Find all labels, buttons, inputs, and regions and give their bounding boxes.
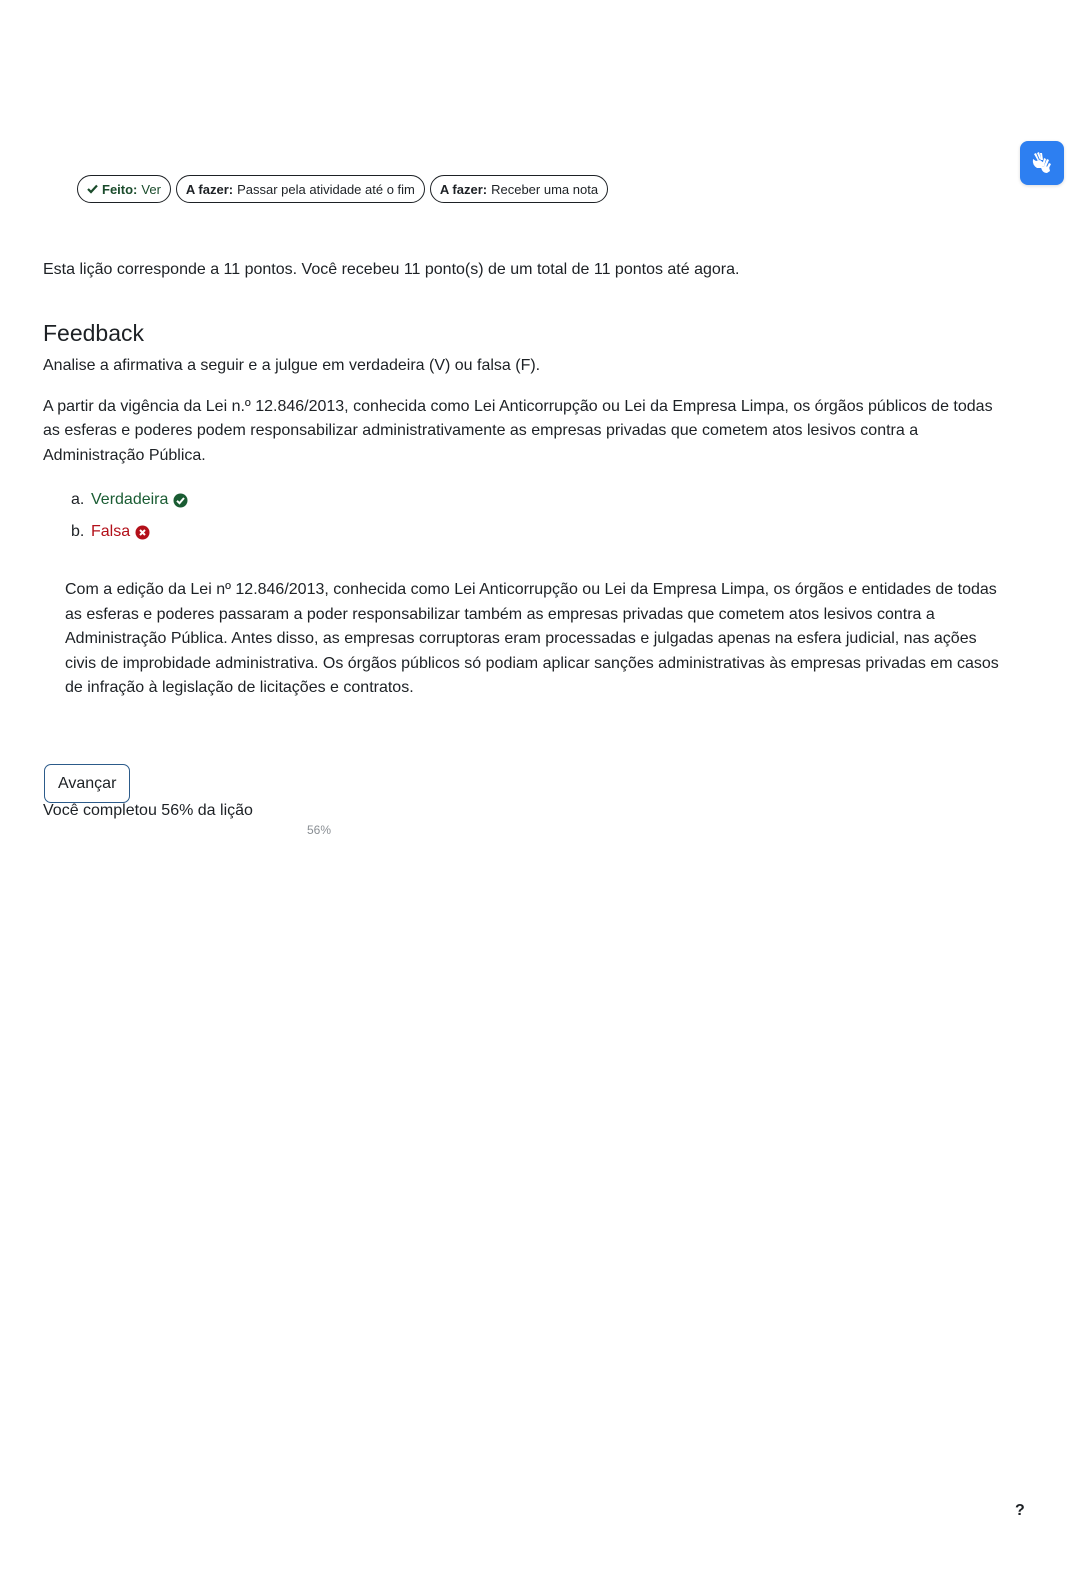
help-button[interactable]: ? [1015, 1502, 1025, 1519]
check-icon [87, 182, 98, 197]
sign-language-widget[interactable] [1020, 141, 1064, 185]
badge-done-view [77, 175, 171, 203]
sign-language-hands-icon [1028, 149, 1056, 177]
answer-explanation: Com a edição da Lei nº 12.846/2013, conhecida como Lei Anticorrupção ou Lei da Empresa Limpa, os órgãos e entidades de todas as esferas e poderes passaram a poder responsabilizar também as empresas privadas que cometem atos lesivos contra a Administração Pública. Antes disso, as empresas corruptoras eram processadas e julgadas apenas na esfera judicial, nas ações civis de improbidade administrativa. Os órgãos públicos só podiam aplicar sanções administrativas às empresas privadas em casos de infração à legislação de licitações e contratos. [65, 581, 999, 696]
lesson-content [43, 258, 1003, 701]
badge-status: A fazer: [439, 181, 488, 197]
answer-label-verdadeira: Verdadeira [91, 491, 169, 508]
badge-todo-receive-grade [430, 175, 608, 203]
answer-letter: b. [71, 523, 85, 540]
completion-badges [77, 175, 608, 203]
question-statement: A partir da vigência da Lei n.º 12.846/2013, conhecida como Lei Anticorrupção ou Lei da Empresa Limpa, os órgãos públicos de todas as esferas e poderes podem responsabilizar administrativamente as empresas privadas que cometem atos lesivos contra a Administração Pública. [43, 397, 993, 464]
points-summary: Esta lição corresponde a 11 pontos. Você recebeu 11 ponto(s) de um total de 11 pontos até agora. [43, 261, 740, 278]
answer-list [71, 488, 1003, 544]
advance-button[interactable]: Avançar [44, 764, 130, 803]
x-circle-icon [135, 525, 150, 540]
badge-text: Ver [141, 181, 161, 197]
badge-text: Passar pela atividade até o fim [237, 181, 415, 197]
progress-text: Você completou 56% da lição [43, 802, 253, 819]
answer-letter: a. [71, 491, 85, 508]
answer-label-falsa: Falsa [91, 523, 131, 540]
check-circle-icon [173, 493, 188, 508]
badge-status: Feito: [102, 181, 138, 197]
progress-percent-label: 56% [307, 823, 332, 837]
answer-item-b [71, 520, 1003, 544]
badge-text: Receber uma nota [491, 181, 599, 197]
answer-item-a [71, 488, 1003, 512]
question-instruction: Analise a afirmativa a seguir e a julgue em verdadeira (V) ou falsa (F). [43, 357, 541, 374]
badge-status: A fazer: [185, 181, 234, 197]
feedback-title: Feedback [43, 320, 145, 346]
badge-todo-complete-activity [176, 175, 425, 203]
